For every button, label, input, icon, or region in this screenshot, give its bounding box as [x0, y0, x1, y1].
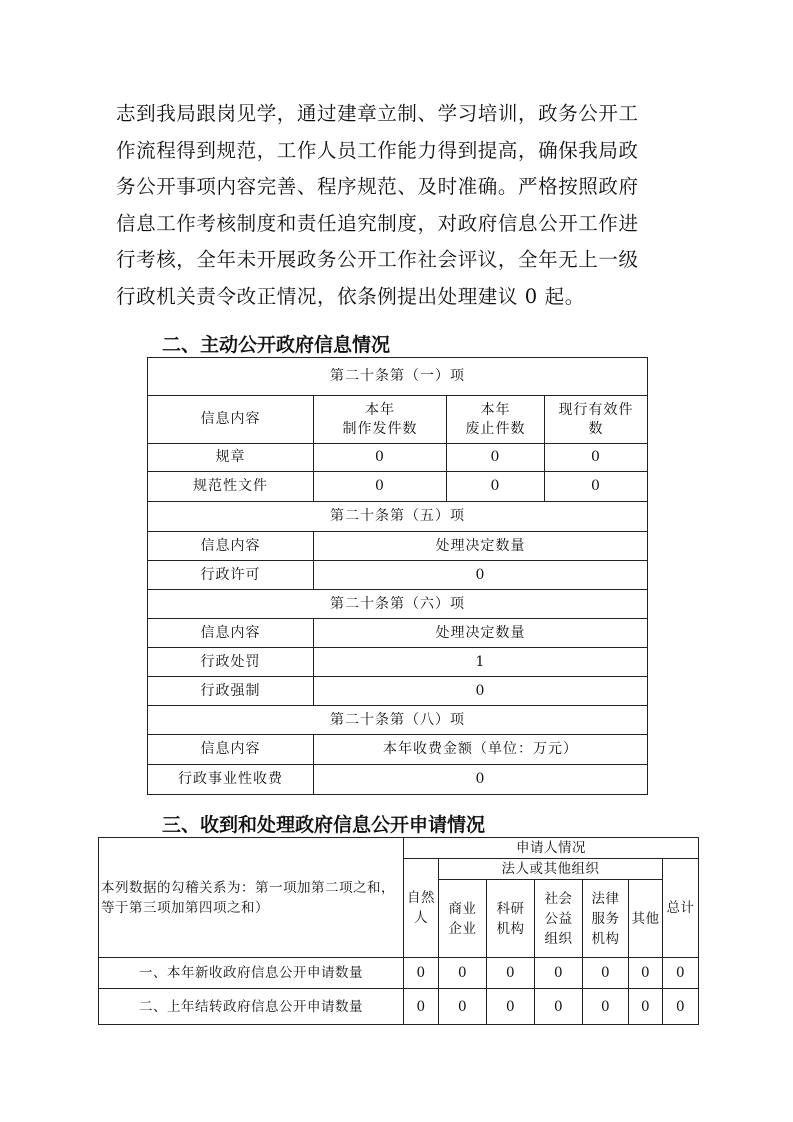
cell-value: 0 [404, 958, 439, 989]
cell-value: 0 [404, 989, 439, 1025]
art5-title: 第二十条第（五）项 [148, 502, 648, 532]
cell-value: 0 [487, 989, 535, 1025]
cell-value: 0 [629, 989, 663, 1025]
row-label: 一、本年新收政府信息公开申请数量 [99, 958, 404, 989]
table-row [148, 561, 648, 590]
cell-value: 0 [314, 444, 447, 472]
law-header: 法律 服务 机构 [583, 880, 629, 958]
col-valid-header: 现行有效件 数 [545, 396, 648, 444]
col-abolished-header: 本年 废止件数 [447, 396, 545, 444]
row-label: 规章 [148, 444, 314, 472]
section3-heading: 三、收到和处理政府信息公开申请情况 [162, 814, 486, 836]
cell-value: 0 [663, 989, 699, 1025]
cell-value: 0 [663, 958, 699, 989]
applicant-header: 申请人情况 [404, 838, 699, 859]
application-table [98, 837, 699, 1025]
col-made-header: 本年 制作发件数 [314, 396, 447, 444]
table-row [148, 444, 648, 472]
natural-person-header: 自然 人 [404, 859, 439, 958]
legal-person-header: 法人或其他组织 [439, 859, 663, 880]
row-label: 行政处罚 [148, 648, 314, 677]
paragraph-line: 行考核，全年未开展政务公开工作社会评议，全年无上一级 [116, 248, 639, 271]
header-note: 本列数据的勾稽关系为：第一项加第二项之和，等于第三项加第四项之和） [99, 838, 404, 958]
cell-value: 0 [314, 561, 648, 590]
section2-heading: 二、主动公开政府信息情况 [162, 334, 391, 356]
table-row [148, 765, 648, 795]
cell-value: 0 [439, 989, 487, 1025]
art8-title: 第二十条第（八）项 [148, 706, 648, 735]
row-label: 行政强制 [148, 677, 314, 706]
cell-value: 0 [447, 444, 545, 472]
table-row [99, 989, 699, 1025]
paragraph-line: 信息工作考核制度和责任追究制度，对政府信息公开工作进 [116, 211, 639, 235]
cell-value: 0 [583, 958, 629, 989]
table-row [99, 958, 699, 989]
cell-value: 0 [535, 989, 583, 1025]
col-count-header: 处理决定数量 [314, 532, 648, 561]
paragraph-line: 志到我局跟岗见学，通过建章立制、学习培训，政务公开工 [116, 102, 639, 125]
research-header: 科研 机构 [487, 880, 535, 958]
cell-value: 0 [487, 958, 535, 989]
col-count-header: 处理决定数量 [314, 619, 648, 648]
cell-value: 0 [314, 765, 648, 795]
col-info-header: 信息内容 [148, 619, 314, 648]
body-paragraph [116, 96, 686, 315]
cell-value: 0 [583, 989, 629, 1025]
cell-value: 0 [314, 677, 648, 706]
table-row [148, 472, 648, 502]
paragraph-line: 务公开事项内容完善、程序规范、及时准确。严格按照政府 [116, 175, 639, 198]
art6-title: 第二十条第（六）项 [148, 590, 648, 619]
row-label: 行政事业性收费 [148, 765, 314, 795]
table-row [148, 677, 648, 706]
cell-value: 0 [447, 472, 545, 502]
row-label: 二、上年结转政府信息公开申请数量 [99, 989, 404, 1025]
table-row [148, 648, 648, 677]
social-header: 社会 公益 组织 [535, 880, 583, 958]
proactive-disclosure-table [147, 357, 648, 795]
cell-value: 0 [535, 958, 583, 989]
other-header: 其他 [629, 880, 663, 958]
cell-value: 0 [545, 472, 648, 502]
row-label: 行政许可 [148, 561, 314, 590]
total-header: 总计 [663, 859, 699, 958]
cell-value: 0 [314, 472, 447, 502]
cell-value: 0 [545, 444, 648, 472]
col-amount-header: 本年收费金额（单位：万元） [314, 735, 648, 765]
row-label: 规范性文件 [148, 472, 314, 502]
cell-value: 0 [629, 958, 663, 989]
art1-title: 第二十条第（一）项 [148, 358, 648, 396]
cell-value: 0 [439, 958, 487, 989]
commercial-header: 商业 企业 [439, 880, 487, 958]
col-info-header: 信息内容 [148, 532, 314, 561]
col-info-header: 信息内容 [148, 735, 314, 765]
paragraph-line: 作流程得到规范，工作人员工作能力得到提高，确保我局政 [116, 138, 639, 162]
col-info-header: 信息内容 [148, 396, 314, 444]
cell-value: 1 [314, 648, 648, 677]
paragraph-line: 行政机关责令改正情况，依条例提出处理建议 0 起。 [116, 284, 585, 308]
